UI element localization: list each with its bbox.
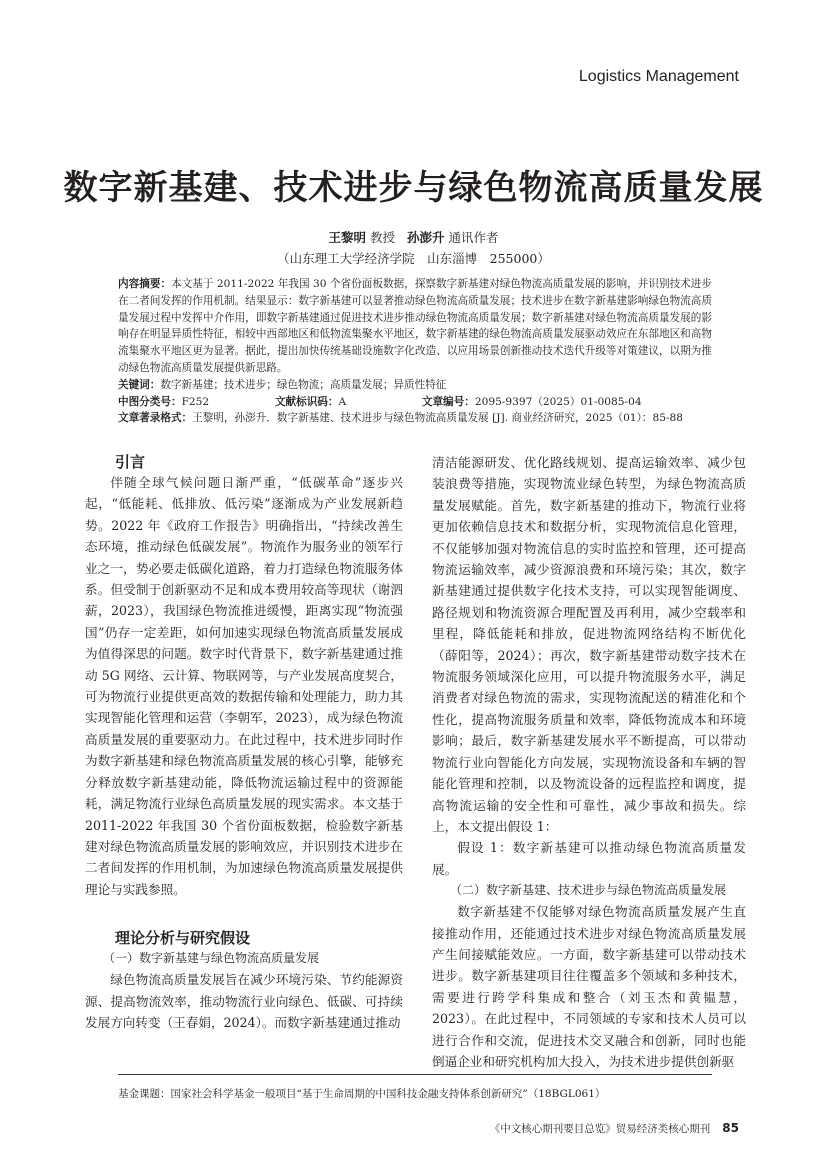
paragraph: 数字新基建不仅能够对绿色物流高质量发展产生直接推动作用，还能通过技术进步对绿色物流高质量发展产生间接赋能效应。一方面，数字新基建可以带动技术进步。数字新基建项目往往覆盖多个领域和多种技术，需要进行跨学科集成和整合（刘玉杰和黄韫慧，2023）。在此过程中，不同领域的专家和技术人员可以进行合作和交流，促进技术交叉融合和创新，同时也能倒逼企业和研究机构加大投入，为技术进步提供创新驱 (432, 904, 746, 1069)
citation-label: 文章著录格式： (118, 412, 193, 425)
author-role: 教授 (370, 230, 396, 245)
footer-area (0, 1120, 827, 1140)
abstract-label: 内容摘要： (118, 278, 172, 290)
citation (118, 410, 712, 427)
author-name: 王黎明 (328, 230, 367, 245)
footnote-divider (118, 1074, 712, 1075)
doc-code-value: A (338, 395, 347, 408)
keywords-label: 关键词： (118, 378, 161, 391)
authors (0, 229, 827, 247)
keywords-text: 数字新基建；技术进步；绿色物流；高质量发展；异质性特征 (160, 378, 447, 391)
body-columns (85, 452, 746, 1072)
paragraph: 绿色物流高质量发展旨在减少环境污染、节约能源资源、提高物流效率，推动物流行业向绿色、低碳、可持续发展方向转变（王春娟，2024）。而数字新基建通过推动 (85, 972, 403, 1030)
section-heading-intro: 引言 (115, 453, 146, 471)
running-header: Logistics Management (578, 68, 739, 85)
section-heading-theory: 理论分析与研究假设 (115, 929, 251, 948)
journal-note: 《中文核心期刊要目总览》贸易经济类核心期刊 (489, 1123, 711, 1136)
fund-note: 基金课题：国家社会科学基金一般项目“基于生命周期的中国科技金融支持体系创新研究”（18BGL061） (118, 1088, 606, 1101)
article-no-value: 2095-9397（2025）01-0085-04 (474, 395, 642, 408)
author-name: 孙澎升 (406, 230, 445, 245)
article-metadata (118, 276, 712, 444)
keywords (118, 377, 712, 394)
citation-text: 王黎明，孙澎升．数字新基建、技术进步与绿色物流高质量发展 [J]. 商业经济研究，2025（01）：85-88 (192, 412, 684, 425)
classification (118, 394, 712, 411)
author-role: 通讯作者 (448, 230, 499, 245)
subsection-heading: （一）数字新基建与绿色物流高质量发展 (103, 951, 320, 966)
clc-label: 中图分类号： (118, 395, 182, 408)
right-column (432, 452, 746, 1072)
left-column (85, 452, 403, 1033)
affiliation: （山东理工大学经济学院 山东淄博 255000） (277, 251, 550, 266)
page-number: 85 (722, 1121, 739, 1136)
paragraph: 清洁能源研发、优化路线规划、提高运输效率、减少包装浪费等措施，实现物流业绿色转型，为绿色物流高质量发展赋能。首先，数字新基建的推动下，物流行业将更加依赖信息技术和数据分析，实现物流信息化管理，不仅能够加强对物流信息的实时监控和管理，还可提高物流运输效率，减少资源浪费和环境污染；其次，数字新基建通过提供数字化技术支持，可以实现智能调度、路径规划和物流资源合理配置及再利用，减少空载率和里程，降低能耗和排放，促进物流网络结构不断优化（薛阳等，2024）；再次，数字新基建带动数字技术在物流服务领域深化应用，可以提升物流服务水平，满足消费者对绿色物流的需求，实现物流配送的精准化和个性化，提高物流服务质量和效率，降低物流成本和环境影响；最后，数字新基建发展水平不断提高，可以带动物流行业向智能化方向发展，实现物流设备和车辆的智能化管理和控制，以及物流设备的远程监控和调度，提高物流运输的安全性和可靠性，减少事故和损失。综上，本文提出假设 1： (432, 455, 746, 834)
hypothesis: 假设 1：数字新基建可以推动绿色物流高质量发展。 (432, 840, 746, 877)
abstract-text: 本文基于 2011-2022 年我国 30 个省份面板数据，探察数字新基建对绿色物流高质量发展的影响，并识别技术进步在二者间发挥的作用机制。结果显示：数字新基建可以显著推动绿色物流高质量发展；技术进步在数字新基建影响绿色物流高质量发展过程中发挥中介作用，即数字新基建通过促进技术进步推动绿色物流高质量发展；数字新基建对绿色物流高质量发展的影响存在明显异质性特征，相较中西部地区和低物流集聚水平地区，数字新基建的绿色物流高质量发展驱动效应在东部地区和高物流集聚水平地区更为显著。据此，提出加快传统基础设施数字化改造、以应用场景创新推动技术迭代升级等对策建议，以期为推动绿色物流高质量发展提供新思路。 (118, 278, 712, 374)
article-no-label: 文章编号： (421, 395, 475, 408)
clc-value: F252 (181, 395, 210, 408)
subsection-heading: （二）数字新基建、技术进步与绿色物流高质量发展 (450, 883, 727, 898)
article-title: 数字新基建、技术进步与绿色物流高质量发展 (63, 168, 764, 208)
paragraph: 伴随全球气候问题日渐严重，“低碳革命”逐步兴起，“低能耗、低排放、低污染”逐渐成为产业发展新趋势。2022 年《政府工作报告》明确指出，“持续改善生态环境，推动绿色低碳发展”。物流作为服务业的领军行业之一，势必要走低碳化道路，着力打造绿色物流服务体系。但受制于创新驱动不足和成本费用较高等现状（谢泗薪，2023），我国绿色物流推进缓慢，距离实现“物流强国”仍存一定差距，如何加速实现绿色物流高质量发展成为值得深思的问题。数字时代背景下，数字新基建通过推动 5G 网络、云计算、物联网等，与产业发展高度契合，可为物流行业提供更高效的数据传输和处理能力，助力其实现智能化管理和运营（李朝军，2023），成为绿色物流高质量发展的重要驱动力。在此过程中，技术进步同时作为数字新基建和绿色物流高质量发展的核心引擎，能够充分释放数字新基建动能，降低物流运输过程中的资源能耗，满足物流行业绿色高质量发展的现实需求。本文基于 2011-2022 年我国 30 个省份面板数据，检验数字新基建对绿色物流高质量发展的影响效应，并识别技术进步在二者间发挥的作用机制，为加速绿色物流高质量发展提供理论与实践参照。 (85, 475, 403, 897)
header-area (0, 0, 827, 158)
doc-code-label: 文献标识码： (274, 395, 339, 408)
abstract (118, 276, 712, 377)
page-footer (490, 1120, 739, 1137)
